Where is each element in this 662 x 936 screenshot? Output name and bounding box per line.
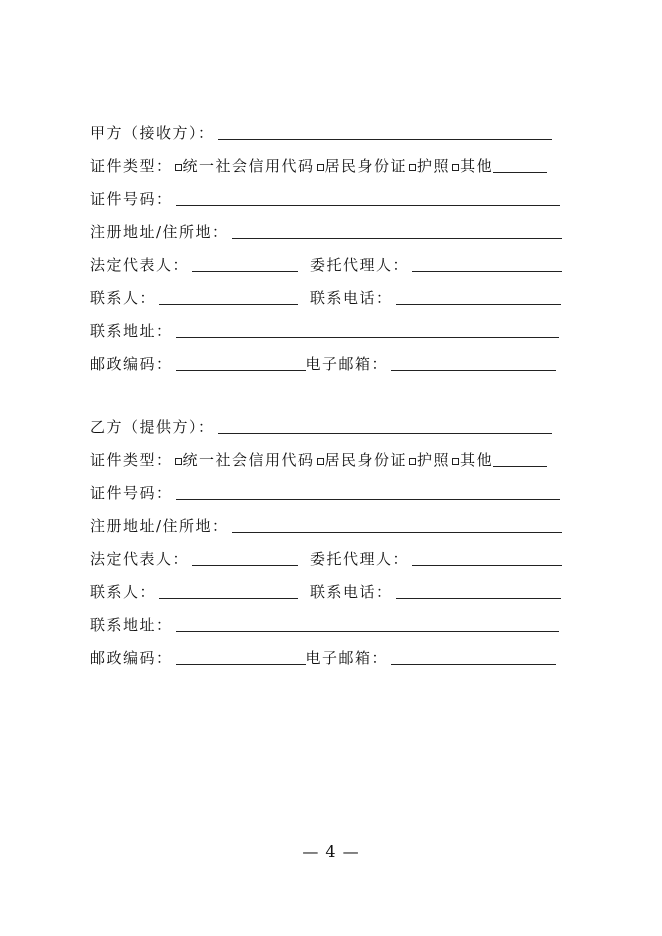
party-a-phone-label: 联系电话： — [310, 289, 393, 307]
party-a-other-field[interactable] — [493, 156, 547, 173]
party-a-address-label: 注册地址/住所地： — [90, 223, 229, 241]
party-a-option-other[interactable]: 其他 — [450, 157, 493, 175]
party-b-title: 乙方（提供方）： — [90, 418, 215, 436]
party-b-contact-address-field[interactable] — [176, 615, 559, 632]
party-b-postcode-field[interactable] — [176, 648, 306, 665]
party-a-agent-label: 委托代理人： — [310, 256, 410, 274]
party-b-contact-row — [90, 579, 561, 601]
checkbox-icon[interactable] — [317, 458, 324, 465]
party-b-id-number-field[interactable] — [176, 483, 560, 500]
party-b-address-label: 注册地址/住所地： — [90, 517, 229, 535]
party-a-agent-field[interactable] — [412, 255, 562, 272]
party-a-option-id-card[interactable]: 居民身份证 — [315, 157, 408, 175]
party-a-contact-field[interactable] — [159, 288, 298, 305]
party-a-contact-row — [90, 285, 561, 307]
party-b-contact-field[interactable] — [159, 582, 298, 599]
checkbox-icon[interactable] — [409, 164, 416, 171]
party-a-legal-rep-field[interactable] — [192, 255, 298, 272]
party-b-id-type-row — [90, 447, 547, 469]
checkbox-icon[interactable] — [175, 164, 182, 171]
party-a-postcode-label: 邮政编码： — [90, 355, 173, 373]
party-b-postcode-label: 邮政编码： — [90, 649, 173, 667]
party-b-option-passport[interactable]: 护照 — [407, 451, 450, 469]
party-a-contact-address-label: 联系地址： — [90, 322, 173, 340]
party-a-id-type-label: 证件类型： — [90, 157, 173, 175]
party-a-email-label: 电子邮箱： — [305, 355, 389, 373]
party-b-option-other[interactable]: 其他 — [450, 451, 493, 469]
party-b-postcode-row — [90, 645, 556, 667]
party-b-address-field[interactable] — [232, 516, 562, 533]
party-b-contact-address-row — [90, 612, 559, 634]
party-a-postcode-row — [90, 351, 556, 373]
party-b-id-number-label: 证件号码： — [90, 484, 173, 502]
party-b-title-row — [90, 414, 552, 436]
checkbox-icon[interactable] — [175, 458, 182, 465]
party-a-id-number-label: 证件号码： — [90, 190, 173, 208]
party-a-contact-address-row — [90, 318, 559, 340]
checkbox-icon[interactable] — [452, 458, 459, 465]
party-a-address-field[interactable] — [232, 222, 562, 239]
party-b-legal-rep-label: 法定代表人： — [90, 550, 190, 568]
party-b-option-credit-code[interactable]: 统一社会信用代码 — [173, 451, 315, 469]
checkbox-icon[interactable] — [409, 458, 416, 465]
checkbox-icon[interactable] — [317, 164, 324, 171]
party-a-name-field[interactable] — [218, 123, 552, 140]
party-b-contact-address-label: 联系地址： — [90, 616, 173, 634]
checkbox-icon[interactable] — [452, 164, 459, 171]
party-a-contact-address-field[interactable] — [176, 321, 559, 338]
party-a-option-passport[interactable]: 护照 — [407, 157, 450, 175]
party-b-email-label: 电子邮箱： — [305, 649, 389, 667]
party-b-option-id-card[interactable]: 居民身份证 — [315, 451, 408, 469]
party-b-id-number-row — [90, 480, 560, 502]
party-b-contact-label: 联系人： — [90, 583, 157, 601]
party-a-rep-row — [90, 252, 562, 274]
party-b-phone-label: 联系电话： — [310, 583, 393, 601]
party-b-name-field[interactable] — [218, 417, 552, 434]
party-a-address-row — [90, 219, 562, 241]
party-a-id-number-field[interactable] — [176, 189, 560, 206]
party-a-title: 甲方（接收方）： — [90, 124, 215, 142]
party-a-legal-rep-label: 法定代表人： — [90, 256, 190, 274]
party-b-phone-field[interactable] — [396, 582, 561, 599]
page-number: — 4 — — [302, 842, 360, 861]
party-b-address-row — [90, 513, 562, 535]
party-b-email-field[interactable] — [391, 648, 556, 665]
party-a-id-number-row — [90, 186, 560, 208]
party-b-agent-label: 委托代理人： — [310, 550, 410, 568]
party-a-option-credit-code[interactable]: 统一社会信用代码 — [173, 157, 315, 175]
party-a-phone-field[interactable] — [396, 288, 561, 305]
party-a-id-type-row — [90, 153, 547, 175]
party-a-email-field[interactable] — [391, 354, 556, 371]
party-b-legal-rep-field[interactable] — [192, 549, 298, 566]
party-b-other-field[interactable] — [493, 450, 547, 467]
party-b-rep-row — [90, 546, 562, 568]
party-b-agent-field[interactable] — [412, 549, 562, 566]
party-a-contact-label: 联系人： — [90, 289, 157, 307]
party-a-title-row — [90, 120, 552, 142]
party-a-postcode-field[interactable] — [176, 354, 306, 371]
party-b-id-type-label: 证件类型： — [90, 451, 173, 469]
